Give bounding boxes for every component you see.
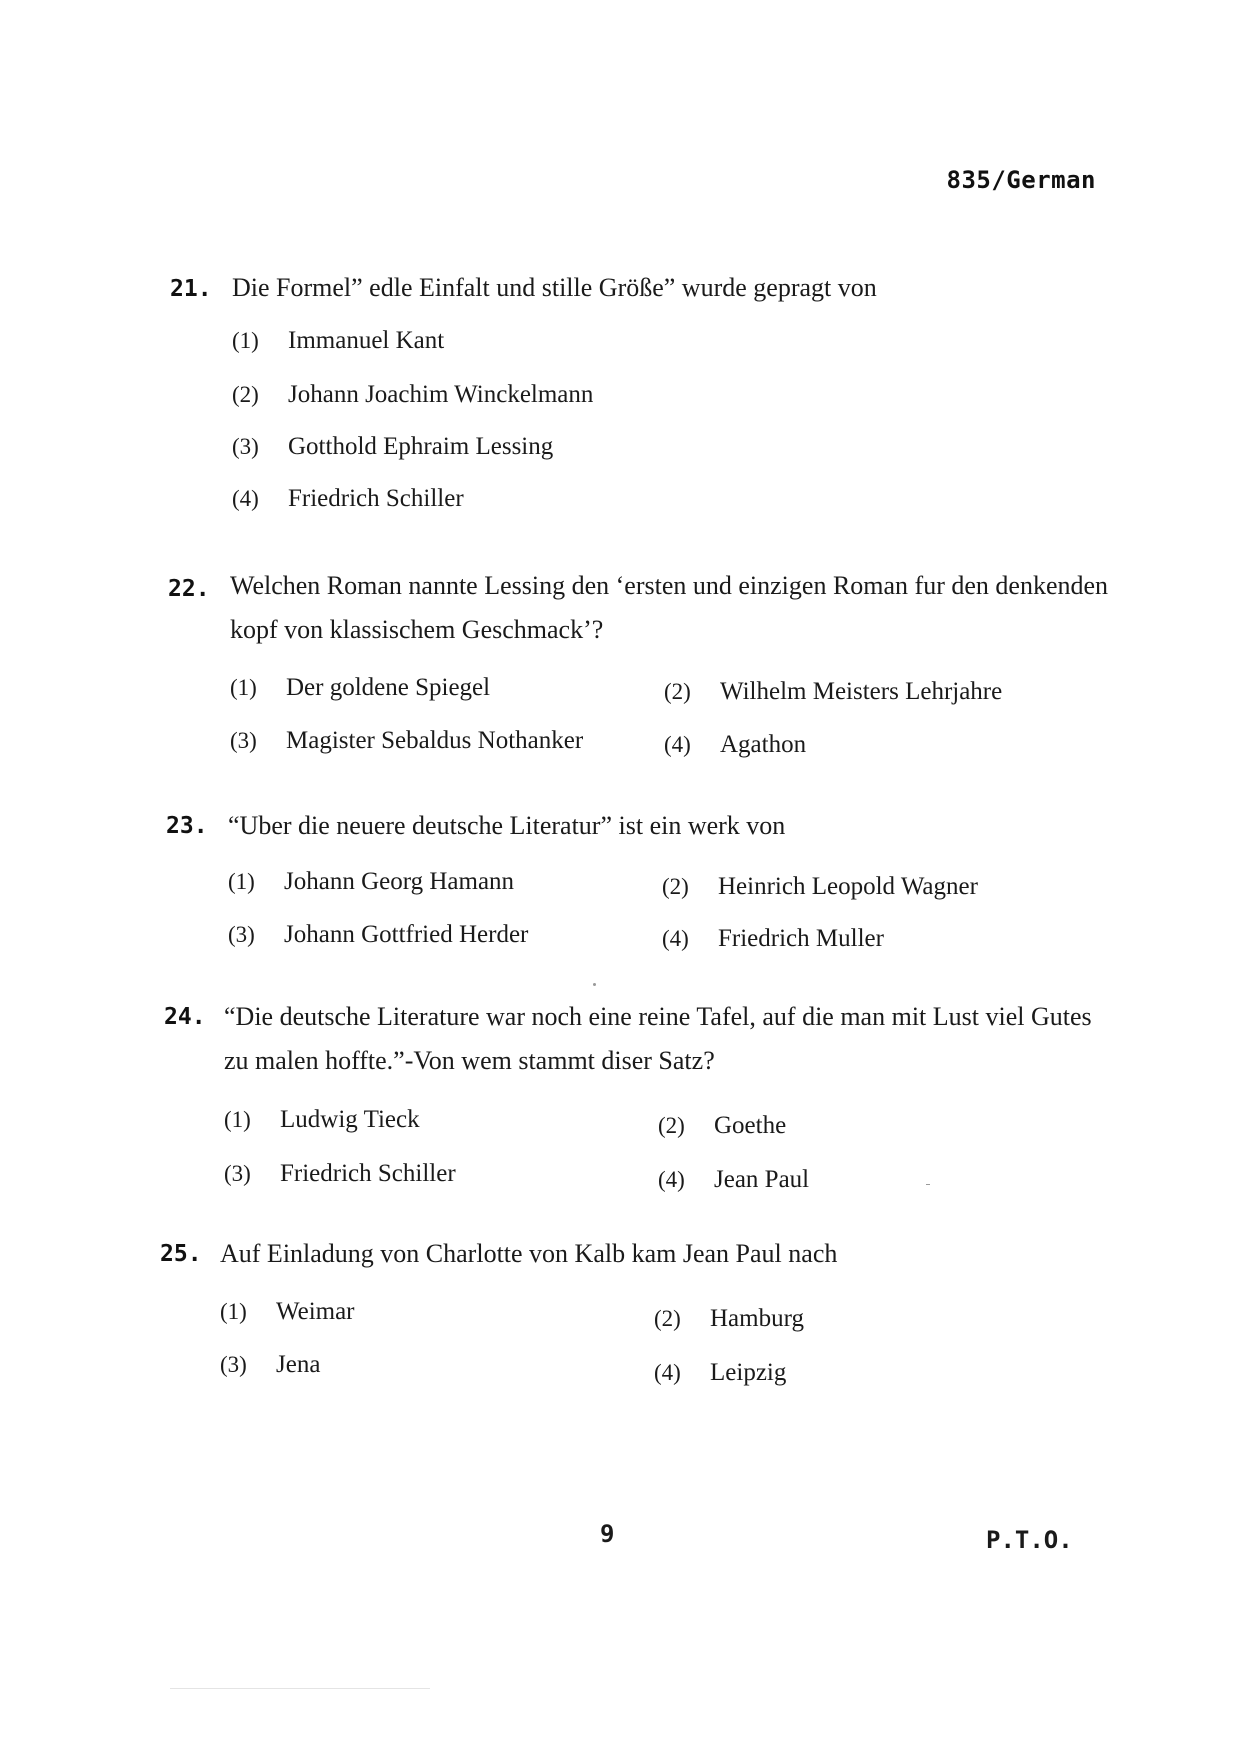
question-number: 25.	[160, 1241, 202, 1267]
option-1	[230, 674, 490, 702]
option-text: Jena	[276, 1351, 321, 1378]
option-4	[658, 1166, 809, 1194]
option-text: Heinrich Leopold Wagner	[718, 873, 978, 900]
question-number: 23.	[166, 813, 208, 839]
option-3	[220, 1351, 320, 1379]
scan-artifact	[170, 1688, 430, 1689]
scan-artifact	[926, 1184, 930, 1185]
option-4	[662, 925, 884, 953]
option-label: (1)	[230, 675, 257, 700]
option-label: (3)	[220, 1352, 247, 1377]
option-text: Agathon	[720, 731, 807, 758]
question-number: 24.	[164, 1004, 206, 1030]
pto-marker: P.T.O.	[986, 1526, 1073, 1554]
option-label: (1)	[228, 869, 255, 894]
option-text: Wilhelm Meisters Lehrjahre	[720, 678, 1003, 705]
option-label: (1)	[220, 1299, 247, 1324]
option-label: (4)	[232, 486, 259, 511]
option-text: Johann Joachim Winckelmann	[288, 381, 594, 408]
option-4	[232, 485, 464, 513]
option-label: (3)	[230, 728, 257, 753]
paper-code: 835/German	[946, 166, 1096, 194]
question-text: Die Formel” edle Einfalt und stille Größe” wurde gepragt von	[232, 273, 877, 302]
scan-artifact	[593, 983, 596, 986]
option-1	[220, 1298, 355, 1326]
option-label: (1)	[224, 1107, 251, 1132]
option-3	[230, 727, 583, 755]
option-text: Ludwig Tieck	[280, 1106, 420, 1133]
option-label: (3)	[228, 922, 255, 947]
option-text: Friedrich Muller	[718, 925, 884, 952]
question-text: “Die deutsche Literature war noch eine reine Tafel, auf die man mit Lust viel Gutes zu malen hoffte.”-Von wem stammt diser Satz?	[224, 1002, 1092, 1075]
option-2	[658, 1112, 786, 1140]
option-label: (2)	[658, 1113, 685, 1138]
option-text: Friedrich Schiller	[280, 1160, 456, 1187]
option-label: (2)	[662, 874, 689, 899]
option-2	[664, 678, 1002, 706]
option-text: Jean Paul	[714, 1166, 810, 1193]
option-label: (3)	[232, 434, 259, 459]
option-text: Hamburg	[710, 1305, 804, 1332]
option-text: Leipzig	[710, 1359, 787, 1386]
option-4	[664, 731, 806, 759]
option-text: Goethe	[714, 1112, 787, 1139]
option-text: Friedrich Schiller	[288, 485, 464, 512]
option-3	[232, 433, 553, 461]
question-number: 22.	[168, 576, 210, 602]
option-1	[228, 868, 514, 896]
option-label: (2)	[232, 382, 259, 407]
option-label: (4)	[658, 1167, 685, 1192]
option-text: Magister Sebaldus Nothanker	[286, 727, 584, 754]
option-4	[654, 1359, 786, 1387]
option-label: (4)	[662, 926, 689, 951]
option-label: (4)	[654, 1360, 681, 1385]
question-text: Auf Einladung von Charlotte von Kalb kam Jean Paul nach	[220, 1239, 838, 1268]
option-2	[654, 1305, 804, 1333]
option-label: (2)	[654, 1306, 681, 1331]
option-1	[232, 327, 444, 355]
option-3	[228, 921, 528, 949]
option-2	[232, 381, 593, 409]
option-2	[662, 873, 978, 901]
page-number: 9	[600, 1520, 615, 1548]
option-3	[224, 1160, 456, 1188]
question-text: Welchen Roman nannte Lessing den ‘ersten und einzigen Roman fur den denkenden kopf von klassischem Geschmack’?	[230, 571, 1109, 644]
option-label: (2)	[664, 679, 691, 704]
option-label: (3)	[224, 1161, 251, 1186]
option-text: Gotthold Ephraim Lessing	[288, 433, 554, 460]
option-text: Johann Georg Hamann	[284, 868, 515, 895]
question-number: 21.	[170, 276, 212, 302]
option-text: Weimar	[276, 1298, 355, 1325]
option-1	[224, 1106, 420, 1134]
option-label: (1)	[232, 328, 259, 353]
question-text: “Uber die neuere deutsche Literatur” ist ein werk von	[228, 811, 786, 840]
option-label: (4)	[664, 732, 691, 757]
option-text: Johann Gottfried Herder	[284, 921, 529, 948]
option-text: Der goldene Spiegel	[286, 674, 491, 701]
option-text: Immanuel Kant	[288, 327, 445, 354]
